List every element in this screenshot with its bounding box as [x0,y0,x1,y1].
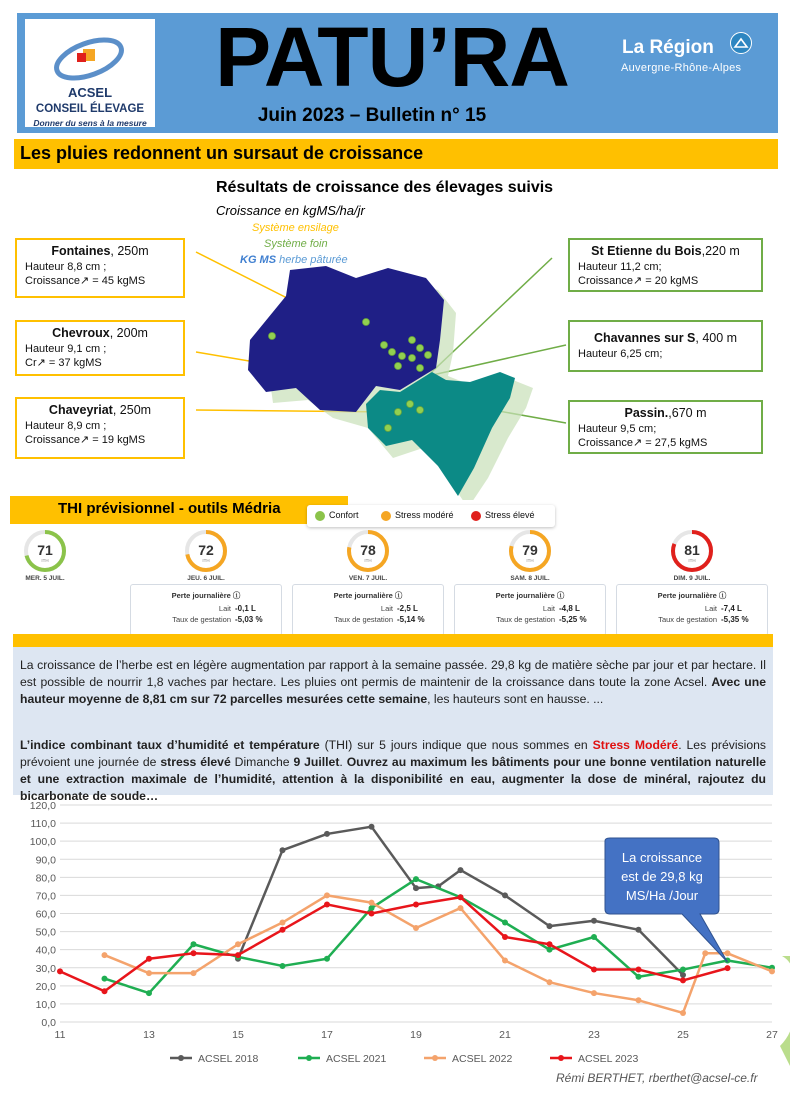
gestation-value: -5,14 % [397,615,425,624]
data-point [502,920,508,926]
data-point [191,950,197,956]
data-point [458,905,464,911]
bulletin-title: PATU’RA [215,10,569,104]
data-point [680,977,686,983]
p2-bold: L’indice combinant taux d’humidité et température [20,738,320,752]
data-point [636,927,642,933]
data-point [636,967,642,973]
data-point [146,990,152,996]
lait-value: -4,8 L [559,604,580,613]
thi-day [490,528,570,582]
site-box-fontaines [15,238,185,298]
loss-header: Perte journalière [657,591,717,600]
thi-gauge [183,528,229,574]
site-growth: Croissance↗ = 27,5 kgMS [578,437,708,449]
legend-label: ACSEL 2023 [578,1053,639,1065]
site-height: Hauteur 11,2 cm; [578,261,662,273]
stress-modere-dot-icon [381,511,391,521]
loss-header: Perte journalière [171,591,231,600]
site-name: Chavannes sur S [593,331,696,345]
data-point [191,941,197,947]
thi-unit: ITH [526,558,534,563]
x-tick-label: 27 [766,1029,778,1041]
thi-date: VEN. 7 JUIL. [348,575,388,582]
callout-text: est de 29,8 kg [621,869,703,884]
legend-entry [298,1053,386,1065]
summary-text-block [13,647,773,803]
y-tick-label: 80,0 [35,872,56,885]
data-point [591,918,597,924]
site-alt: , 250m [110,244,149,258]
y-tick-label: 20,0 [35,980,56,993]
x-tick-label: 23 [588,1029,600,1041]
p1-bold: Avec une hauteur moyenne de 8,81 cm sur 72 parcelles mesurées cette semaine [20,675,766,706]
data-point [57,968,63,974]
x-tick-label: 11 [54,1029,66,1041]
gestation-label: Taux de gestation [334,615,393,624]
data-point [235,952,241,958]
gestation-label: Taux de gestation [658,615,717,624]
loss-card [292,584,444,636]
data-point [680,1010,686,1016]
site-alt: ,220 m [701,244,740,258]
confort-dot-icon [315,511,325,521]
data-point [458,894,464,900]
growth-chart [10,796,790,1068]
info-icon: ⓘ [556,591,565,600]
lait-label: Lait [704,604,717,613]
data-point [636,974,642,980]
data-point [413,876,419,882]
site-height: Hauteur 6,25 cm; [578,348,663,360]
gestation-label: Taux de gestation [172,615,231,624]
paragraph-thi [20,737,766,805]
p2-text: . [339,755,347,769]
data-point [102,952,108,958]
thi-title: THI prévisionnel - outils Médria [58,500,281,517]
legend-label: Stress modéré [395,510,454,520]
data-point [636,997,642,1003]
data-point [369,824,375,830]
thi-day [328,528,408,582]
data-point [235,941,241,947]
data-point [725,950,731,956]
region-sub: Auvergne-Rhône-Alpes [621,62,742,74]
legend-label: ACSEL 2022 [452,1053,513,1065]
p2-advice: Ouvrez au maximum les bâtiments pour une bonne ventilation naturelle et une extraction maximale de l’humidité, attention à la disponibilité en eau, augmenter la dose de minéral, rajoutez du bicarbonate de soude… [20,755,766,803]
site-box-passin [568,400,763,454]
data-point [413,901,419,907]
bulletin-issue: Juin 2023 – Bulletin n° 15 [257,105,487,126]
legend-kgms-bold: KG MS [240,254,277,266]
data-point [591,990,597,996]
y-tick-label: 90,0 [35,854,56,867]
loss-card [454,584,606,636]
info-icon: ⓘ [232,591,241,600]
data-point [146,956,152,962]
thi-day [166,528,246,582]
x-tick-label: 21 [499,1029,511,1041]
p2-text: Dimanche [230,755,294,769]
site-alt: , 400 m [695,331,738,345]
data-point [324,956,330,962]
site-height: Hauteur 9,1 cm ; [25,343,107,355]
p1-text: La croissance de l’herbe est en légère augmentation par rapport à la semaine passée. 29,8 kg de matière sèche par jour et par hectare. Il est possible de nourrir 1,8 vaches par hectare. Les pluies ont permis de maintenir de la croissance dans toute la zone Acsel. [20,658,766,689]
data-point [458,867,464,873]
gestation-label: Taux de gestation [496,615,555,624]
p2-date: 9 Juillet [293,755,340,769]
y-tick-label: 0,0 [41,1017,56,1029]
legend-marker [432,1055,438,1061]
data-point [702,950,708,956]
site-growth: Croissance↗ = 45 kgMS [25,275,146,287]
data-point [725,965,731,971]
legend-label: Confort [329,510,359,520]
results-subtitle: Croissance en kgMS/ha/jr [216,203,365,218]
thi-unit: ITH [41,558,49,563]
data-point [680,972,686,978]
data-point [502,892,508,898]
thi-gauge [22,528,68,574]
legend-marker [178,1055,184,1061]
legend-stress-modere [381,510,454,521]
legend-entry [550,1053,638,1065]
data-point [324,892,330,898]
thi-unit: ITH [202,558,210,563]
thi-unit: ITH [364,558,372,563]
thi-value: 71 [37,542,53,558]
site-height: Hauteur 8,8 cm ; [25,261,107,273]
thi-unit: ITH [688,558,696,563]
lait-label: Lait [380,604,393,613]
site-alt: ,670 m [668,406,707,420]
site-box-chaveyriat [15,397,185,459]
loss-card [130,584,282,636]
data-point [369,900,375,906]
y-tick-label: 50,0 [35,926,56,939]
site-alt: , 250m [112,403,152,417]
thi-value: 79 [522,542,538,558]
thi-day [652,528,732,582]
growth-callout [605,838,728,962]
legend-label: ACSEL 2018 [198,1053,259,1065]
site-name: Chevroux [52,326,110,340]
data-point [280,847,286,853]
data-point [502,958,508,964]
legend-label: ACSEL 2021 [326,1053,387,1065]
acsel-tagline: Donner du sens à la mesure [33,118,147,127]
y-tick-label: 70,0 [35,890,56,903]
p2-text: . Les prévisions prévoient une journée de [20,738,766,769]
info-icon: ⓘ [718,591,727,600]
y-tick-label: 110,0 [30,818,56,831]
data-point [280,920,286,926]
y-tick-label: 10,0 [35,998,56,1011]
legend-confort [315,510,359,521]
y-tick-label: 60,0 [35,908,56,921]
data-point [413,885,419,891]
site-growth: Croissance↗ = 19 kgMS [25,434,146,446]
y-tick-label: 30,0 [35,962,56,975]
legend-label: Stress élevé [485,510,535,520]
site-box-chevroux [15,320,185,376]
data-point [146,970,152,976]
data-point [680,967,686,973]
thi-date: MER. 5 JUIL. [25,575,65,582]
thi-bar [10,496,348,524]
data-point [769,968,775,974]
legend-ensilage: Système ensilage [252,222,339,234]
legend-marker [306,1055,312,1061]
p2-stress-modere: Stress Modéré [592,738,679,752]
legend-kgms-rest: herbe pâturée [276,254,348,266]
x-tick-label: 15 [232,1029,244,1041]
data-point [547,979,553,985]
data-point [369,905,375,911]
leaf-decoration [780,956,790,1066]
acsel-name: ACSEL [67,85,113,100]
thi-date: DIM. 9 JUIL. [673,575,711,582]
data-point [591,967,597,973]
site-alt: , 200m [109,326,148,340]
thi-day [5,528,85,582]
lait-label: Lait [542,604,555,613]
lait-value: -0,1 L [235,604,256,613]
legend-entry [170,1053,258,1065]
p2-stress-eleve: stress élevé [160,755,231,769]
data-point [547,947,553,953]
y-tick-label: 120,0 [29,800,56,812]
x-tick-label: 13 [143,1029,155,1041]
legend-entry [424,1053,512,1065]
data-point [324,831,330,837]
site-box-st-etienne [568,238,763,292]
site-box-chavannes [568,320,763,372]
data-point [502,934,508,940]
loss-card [616,584,768,636]
thi-value: 72 [198,542,214,558]
lait-value: -2,5 L [397,604,418,613]
data-point [413,925,419,931]
data-point [324,901,330,907]
signature: Rémi BERTHET, rberthet@acsel-ce.fr [556,1071,758,1085]
loss-header: Perte journalière [495,591,555,600]
results-title: Résultats de croissance des élevages suivis [216,179,554,196]
site-growth: Croissance↗ = 20 kgMS [578,275,699,287]
thi-legend [307,505,555,527]
thi-date: JEU. 6 JUIL. [187,575,225,582]
thi-gauge [669,528,715,574]
info-icon: ⓘ [394,591,403,600]
thi-value: 78 [360,542,376,558]
y-tick-label: 40,0 [35,944,56,957]
thi-date: SAM. 8 JUIL. [510,575,550,582]
lait-label: Lait [218,604,231,613]
x-tick-label: 17 [321,1029,333,1041]
site-height: Hauteur 8,9 cm ; [25,420,107,432]
paragraph-growth [20,657,766,708]
stress-eleve-dot-icon [471,511,481,521]
site-name: Passin. [624,406,669,420]
loss-header: Perte journalière [333,591,393,600]
x-tick-label: 25 [677,1029,689,1041]
data-point [191,970,197,976]
site-height: Hauteur 9,5 cm; [578,423,657,435]
callout-text: MS/Ha /Jour [625,888,699,903]
callout-text: La croissance [621,850,703,865]
data-point [102,988,108,994]
acsel-sub: CONSEIL ÉLEVAGE [35,103,145,115]
p1-text-end: , les hauteurs sont en hausse. ... [427,692,604,706]
legend-marker [558,1055,564,1061]
legend-stress-eleve [471,510,535,521]
thi-gauge [345,528,391,574]
x-tick-label: 19 [410,1029,422,1041]
data-point [369,911,375,917]
data-point [547,941,553,947]
gestation-value: -5,03 % [235,615,263,624]
p2-text: (THI) sur 5 jours indique que nous sommes en [319,738,593,752]
region-name: La Région [622,37,714,58]
thi-gauge [507,528,553,574]
data-point [591,934,597,940]
gestation-value: -5,25 % [559,615,587,624]
headline: Les pluies redonnent un sursaut de croissance [20,143,424,163]
text-top-bar [13,634,773,647]
data-point [547,923,553,929]
site-name: Chaveyriat [48,403,113,417]
legend-foin: Système foin [264,238,328,250]
y-tick-label: 100,0 [29,836,56,849]
data-point [280,927,286,933]
site-growth: Cr↗ = 37 kgMS [25,357,102,369]
gestation-value: -5,35 % [721,615,749,624]
data-point [102,976,108,982]
site-name: St Etienne du Bois [591,244,702,258]
thi-value: 81 [684,542,700,558]
lait-value: -7,4 L [721,604,742,613]
data-point [280,963,286,969]
site-name: Fontaines [51,244,111,258]
